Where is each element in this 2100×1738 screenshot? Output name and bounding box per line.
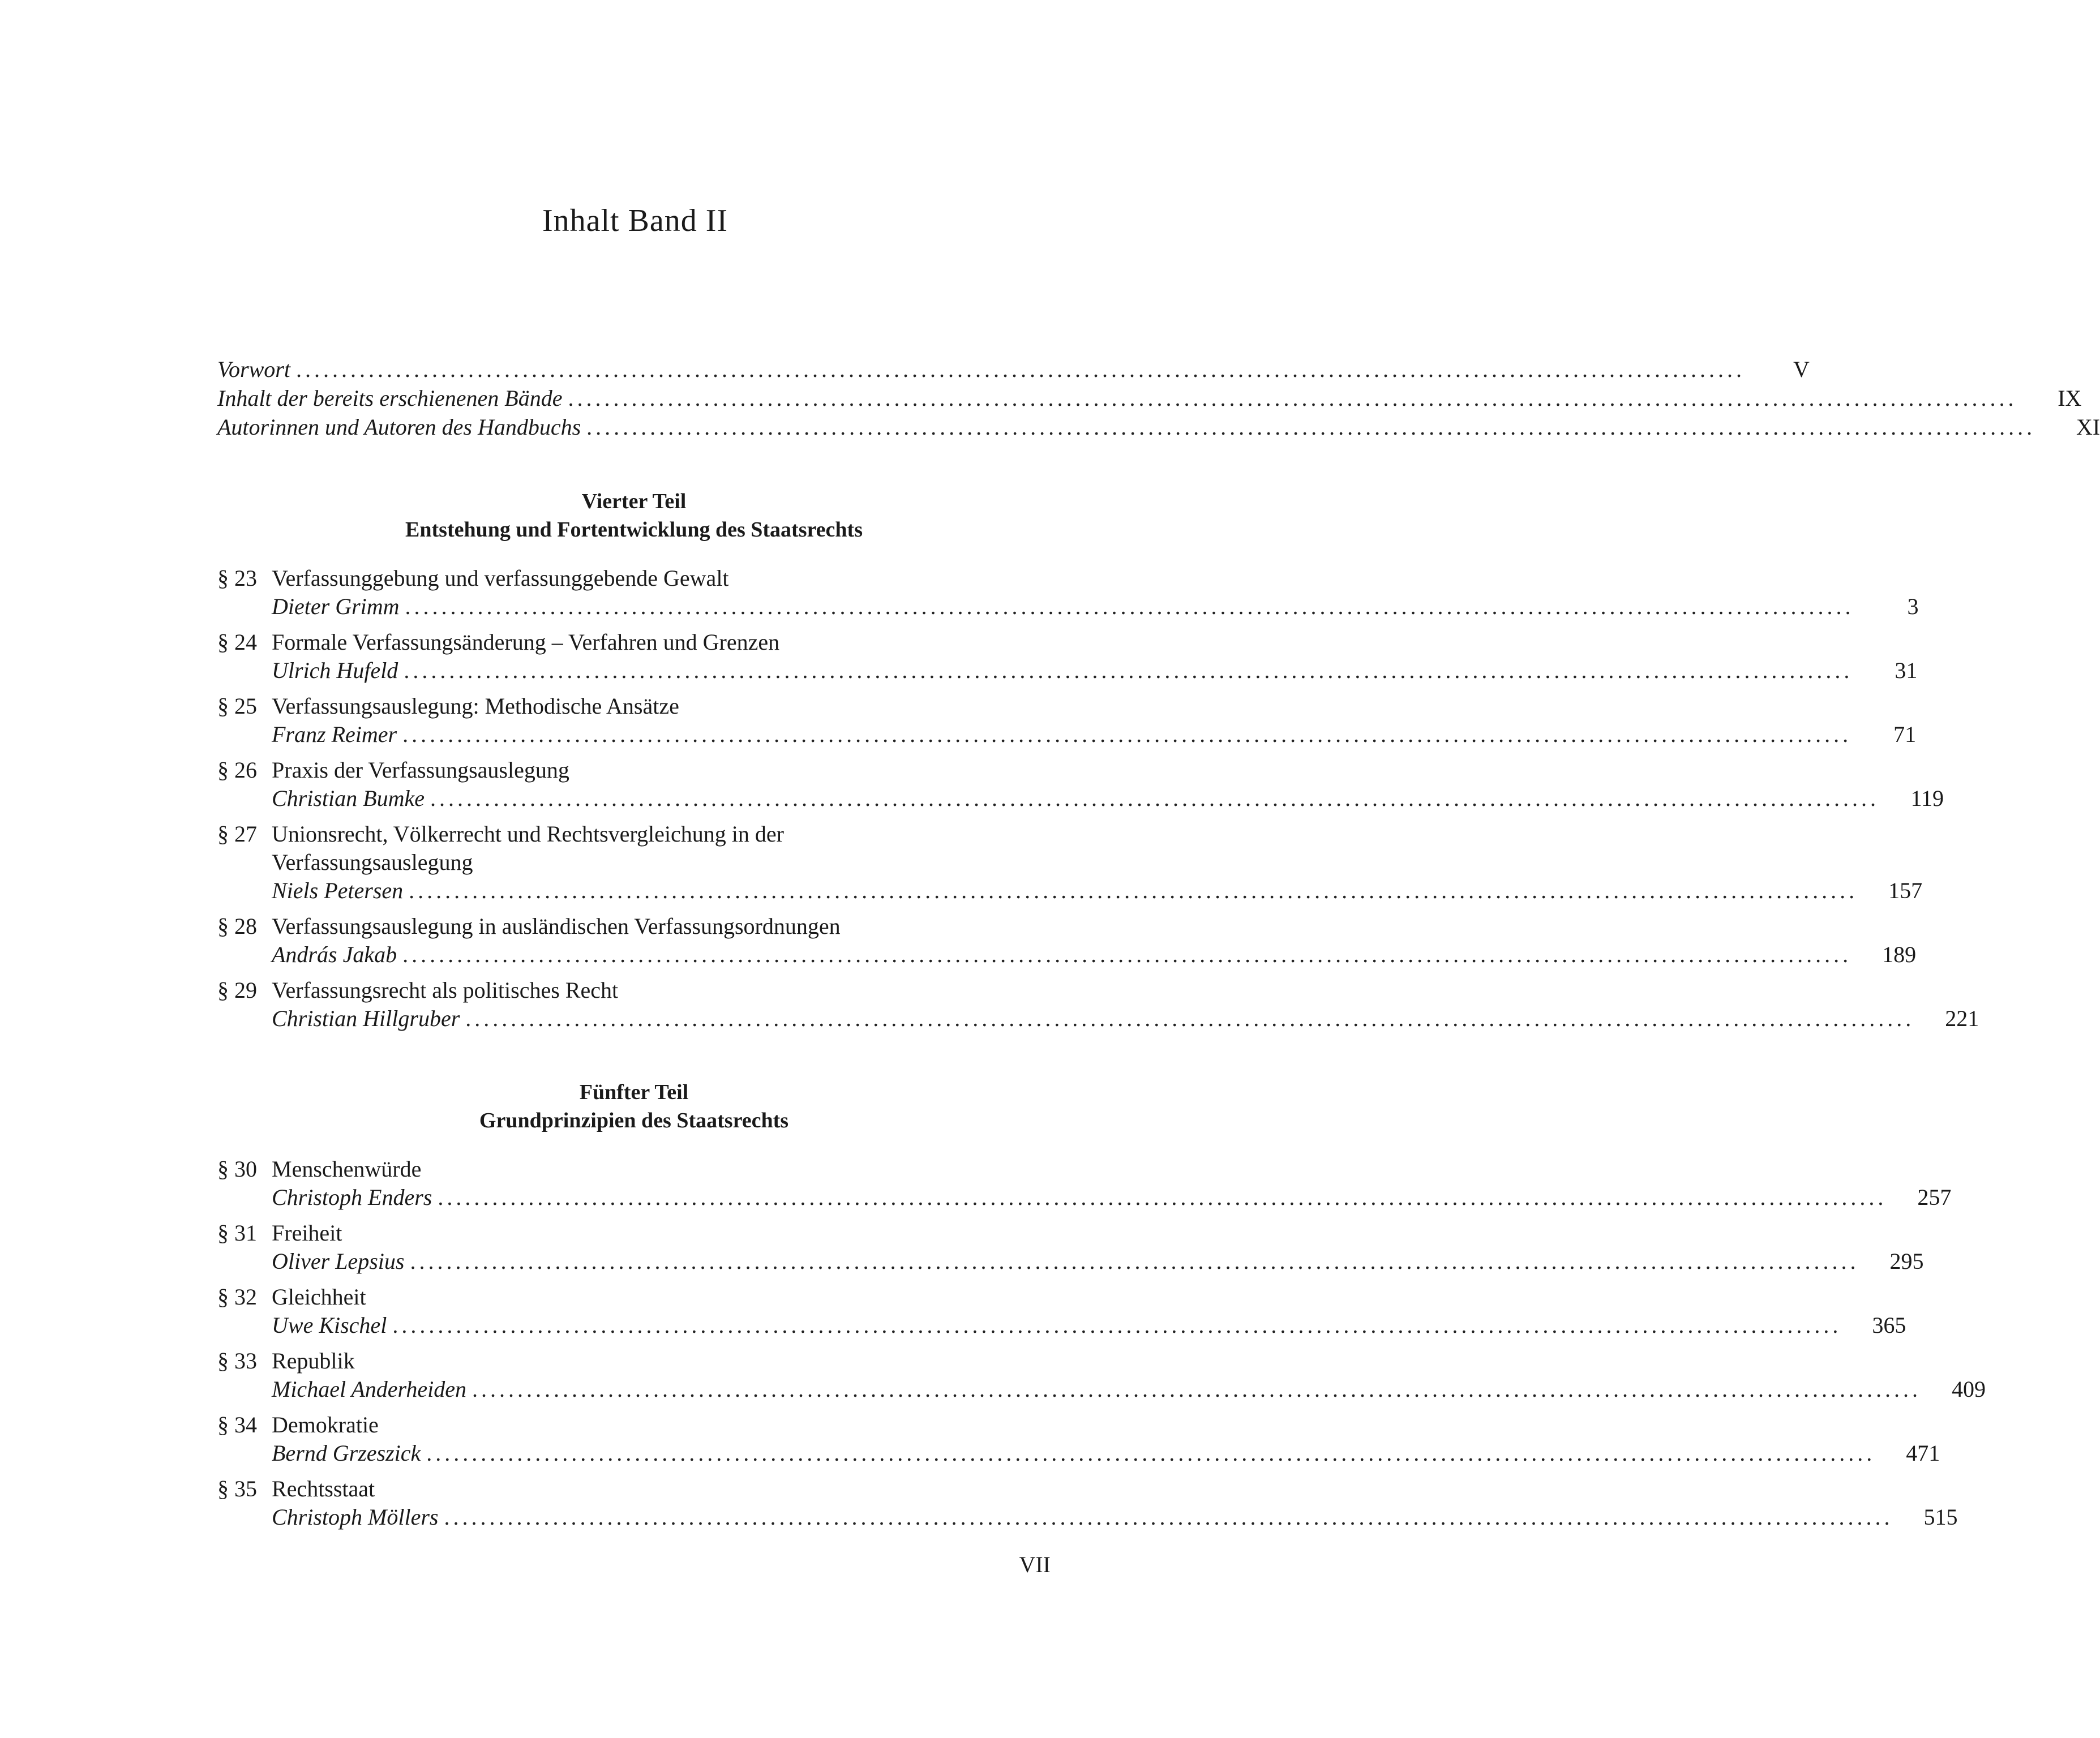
leader-dots: ................................................................................................................................................................ [295,357,1745,382]
section-author: Michael Anderheiden [272,1376,466,1402]
section-author: Dieter Grimm [272,594,400,619]
section-page: 31 [1895,658,1918,683]
section-number: § 32 [217,1284,257,1310]
section-author: Christian Hillgruber [272,1006,460,1031]
page-number: VII [1019,1552,1051,1577]
leader-dots: ................................................................................................................................................................ [472,1376,1921,1402]
section-title: Unionsrecht, Völkerrecht und Rechtsvergleichung in der [272,821,784,847]
leader-dots: ................................................................................................................................................................ [402,722,1852,747]
section-title: Verfassungsauslegung in ausländischen Verfassungsordnungen [272,913,841,939]
section-page: 257 [1917,1185,1952,1210]
leader-dots: ................................................................................................................................................................ [426,1440,1876,1466]
toc-entry [217,1475,1958,1531]
section-title-continued: Verfassungsauslegung [272,849,473,875]
part-label: Fünfter Teil [579,1080,689,1104]
section-page: 295 [1889,1248,1924,1274]
toc-entry [217,820,1923,905]
toc-entry [217,912,1917,969]
section-author: Oliver Lepsius [272,1248,405,1274]
toc-entry [217,1283,1906,1340]
section-page: 71 [1893,722,1917,747]
section-title: Verfassunggebung und verfassunggebende Gewalt [272,565,729,591]
leader-dots: ................................................................................................................................................................ [430,786,1879,811]
section-author: András Jakab [272,942,397,967]
section-author: Bernd Grzeszick [272,1440,421,1466]
toc-entry [217,692,1917,749]
toc-row [217,355,1810,384]
toc-row-label: Inhalt der bereits erschienenen Bände [217,385,563,411]
part-heading [217,487,1051,544]
part-label: Vierter Teil [581,490,687,513]
section-number: § 35 [217,1476,257,1501]
toc-row [217,413,2100,442]
section-number: § 26 [217,757,257,783]
leader-dots: ................................................................................................................................................................ [404,658,1853,683]
section-author: Uwe Kischel [272,1312,387,1338]
toc-entry [217,976,1979,1033]
section-title: Rechtsstaat [272,1476,375,1501]
section-number: § 34 [217,1412,257,1437]
section-title: Freiheit [272,1220,342,1246]
section-page: 365 [1872,1312,1906,1338]
section-title: Republik [272,1348,355,1374]
section-title: Verfassungsauslegung: Methodische Ansätze [272,693,679,719]
leader-dots: ................................................................................................................................................................ [392,1312,1842,1338]
section-page: 515 [1923,1504,1958,1530]
section-title: Verfassungsrecht als politisches Recht [272,977,619,1003]
toc-row-page: V [1793,357,1810,382]
page-title: Inhalt Band II [542,203,728,238]
section-title: Menschenwürde [272,1156,422,1182]
section-author: Christoph Enders [272,1185,432,1210]
toc-row [217,384,2082,413]
section-author: Franz Reimer [272,722,397,747]
section-author: Christian Bumke [272,786,425,811]
part-entries [217,564,1979,1033]
section-number: § 30 [217,1156,257,1182]
section-page: 119 [1910,786,1944,811]
leader-dots: ................................................................................................................................................................ [409,878,1858,903]
section-author: Christoph Möllers [272,1504,439,1530]
leader-dots: ................................................................................................................................................................ [410,1248,1859,1274]
toc-entry [217,1219,1924,1276]
toc-row-page: IX [2058,385,2082,411]
table-of-contents [217,355,2100,1539]
section-page: 189 [1882,942,1917,967]
toc-entry [217,1155,1952,1212]
front-matter [217,355,2100,442]
section-title: Praxis der Verfassungsauslegung [272,757,569,783]
section-page: 157 [1888,878,1923,903]
toc-entry [217,628,1918,685]
leader-dots: ................................................................................................................................................................ [444,1504,1893,1530]
section-title: Demokratie [272,1412,379,1437]
part-title: Grundprinzipien des Staatsrechts [479,1109,789,1132]
toc-entry [217,564,1919,621]
section-number: § 29 [217,977,257,1003]
toc-entry [217,1347,1986,1404]
section-author: Ulrich Hufeld [272,658,398,683]
toc-entry [217,756,1944,813]
part-title: Entstehung und Fortentwicklung des Staatsrechts [405,518,863,542]
section-page: 409 [1951,1376,1986,1402]
section-page: 221 [1945,1006,1979,1031]
part-entries [217,1155,1986,1531]
section-page: 471 [1906,1440,1940,1466]
section-number: § 31 [217,1220,257,1246]
leader-dots: ................................................................................................................................................................ [402,942,1852,967]
leader-dots: ................................................................................................................................................................ [405,594,1854,619]
leader-dots: ................................................................................................................................................................ [465,1006,1915,1031]
leader-dots: ................................................................................................................................................................ [586,414,2036,440]
section-title: Formale Verfassungsänderung – Verfahren und Grenzen [272,629,780,655]
leader-dots: ................................................................................................................................................................ [568,385,2017,411]
section-author: Niels Petersen [272,878,404,903]
section-number: § 27 [217,821,257,847]
toc-row-label: Autorinnen und Autoren des Handbuchs [217,414,581,440]
section-number: § 28 [217,913,257,939]
toc-entry [217,1411,1940,1467]
section-title: Gleichheit [272,1284,366,1310]
section-number: § 33 [217,1348,257,1374]
part-heading [217,1078,1051,1135]
section-number: § 23 [217,565,257,591]
leader-dots: ................................................................................................................................................................ [438,1185,1887,1210]
section-number: § 24 [217,629,257,655]
toc-row-page: XI [2076,414,2100,440]
section-page: 3 [1907,594,1919,619]
section-number: § 25 [217,693,257,719]
toc-row-label: Vorwort [217,357,290,382]
